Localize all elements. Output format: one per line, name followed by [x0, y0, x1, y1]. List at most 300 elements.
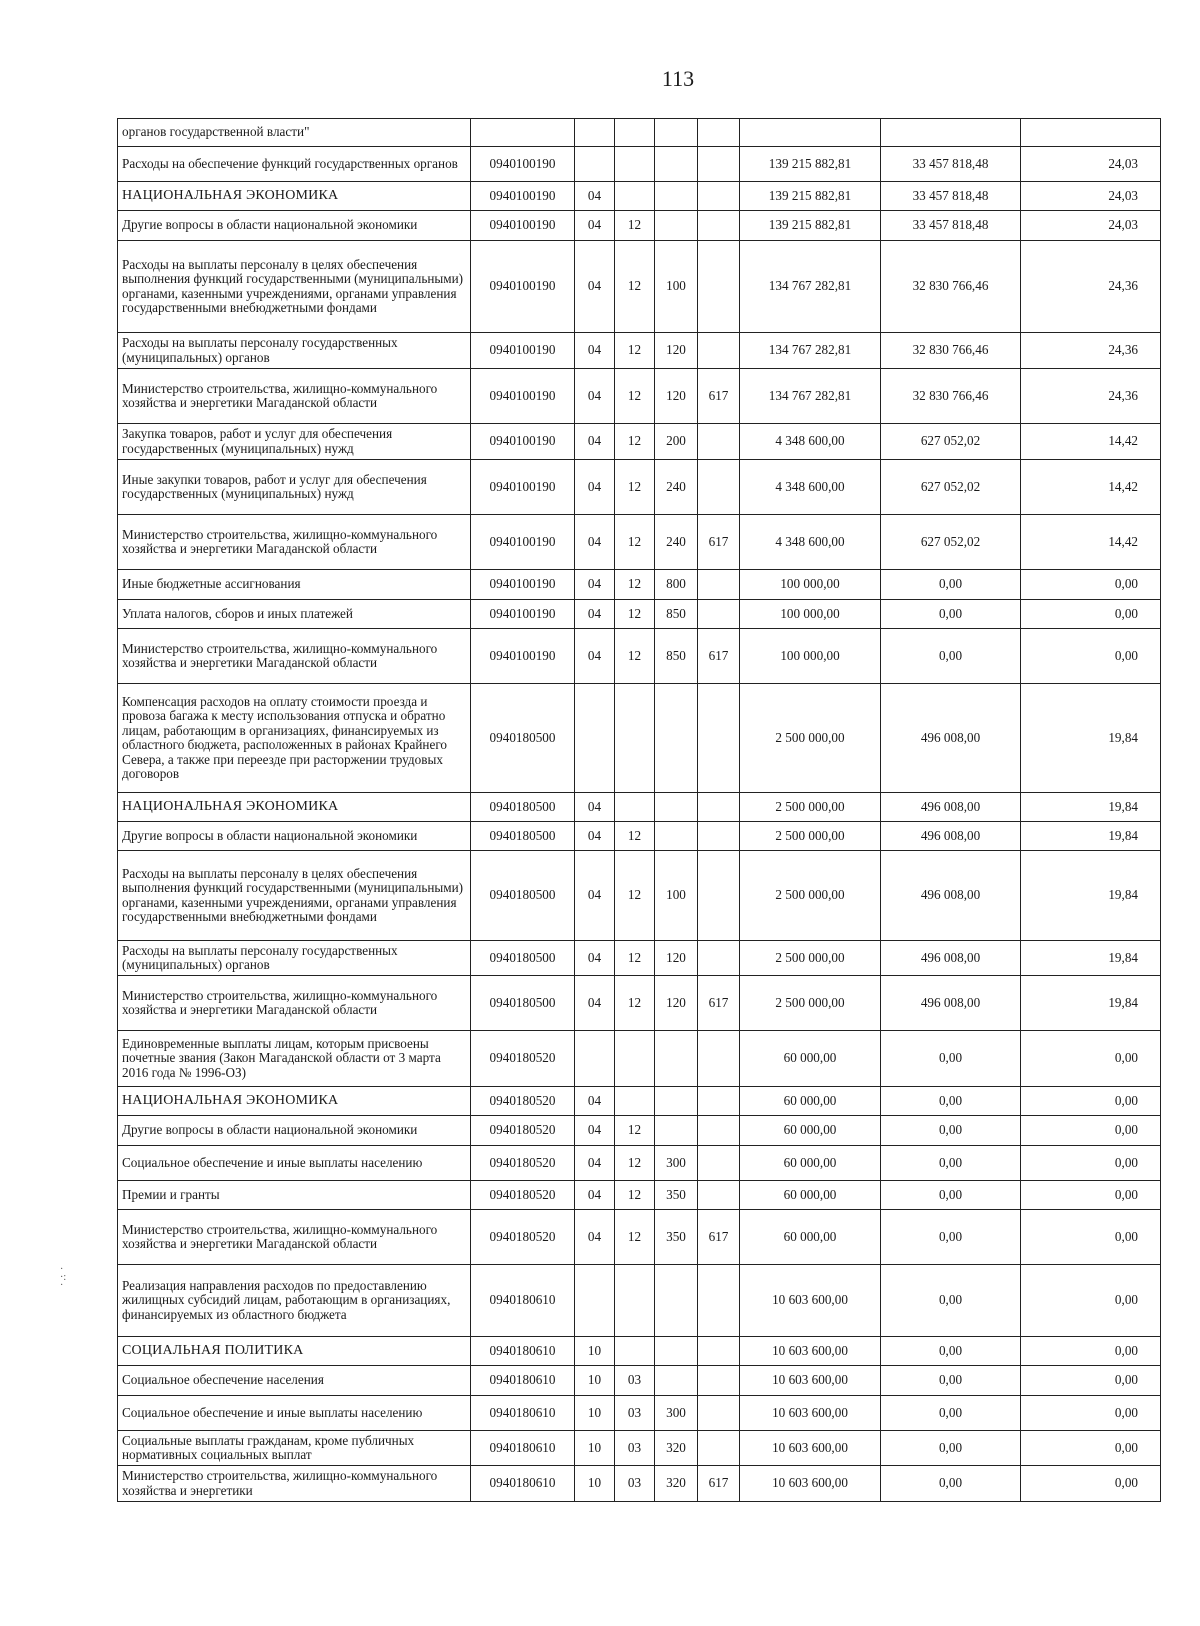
cell-subsection: 12: [615, 600, 655, 629]
cell-admin-code: [698, 241, 740, 333]
cell-executed: 32 830 766,46: [881, 369, 1021, 424]
cell-section: [575, 1265, 615, 1337]
cell-subsection: [615, 1265, 655, 1337]
cell-expense-type: 800: [655, 570, 698, 600]
cell-expense-type: [655, 119, 698, 147]
cell-subsection: 12: [615, 851, 655, 941]
cell-percent: 0,00: [1021, 1431, 1161, 1466]
cell-admin-code: [698, 941, 740, 976]
cell-admin-code: 617: [698, 629, 740, 684]
cell-executed: [881, 119, 1021, 147]
cell-planned: 2 500 000,00: [740, 822, 881, 851]
cell-subsection: 12: [615, 1146, 655, 1181]
cell-planned: 2 500 000,00: [740, 941, 881, 976]
cell-name: Социальные выплаты гражданам, кроме публичных нормативных социальных выплат: [118, 1431, 471, 1466]
table-row: [118, 600, 1161, 629]
cell-expense-type: [655, 1265, 698, 1337]
cell-subsection: 03: [615, 1396, 655, 1431]
cell-section: 04: [575, 241, 615, 333]
cell-percent: 0,00: [1021, 1116, 1161, 1146]
cell-section: 04: [575, 515, 615, 570]
cell-section: 04: [575, 976, 615, 1031]
cell-planned: 4 348 600,00: [740, 424, 881, 460]
cell-admin-code: [698, 1366, 740, 1396]
cell-executed: 0,00: [881, 1337, 1021, 1366]
cell-subsection: 12: [615, 424, 655, 460]
table-row: [118, 147, 1161, 182]
cell-subsection: 12: [615, 369, 655, 424]
cell-planned: 139 215 882,81: [740, 211, 881, 241]
cell-subsection: [615, 119, 655, 147]
cell-target-item: 0940180610: [471, 1265, 575, 1337]
cell-subsection: 03: [615, 1431, 655, 1466]
cell-subsection: 12: [615, 822, 655, 851]
cell-executed: 33 457 818,48: [881, 182, 1021, 211]
cell-planned: 10 603 600,00: [740, 1431, 881, 1466]
table-row: [118, 1396, 1161, 1431]
cell-planned: 60 000,00: [740, 1116, 881, 1146]
cell-name: Расходы на выплаты персоналу государственных (муниципальных) органов: [118, 941, 471, 976]
cell-subsection: [615, 684, 655, 793]
cell-executed: 496 008,00: [881, 822, 1021, 851]
cell-executed: 627 052,02: [881, 515, 1021, 570]
cell-name: Премии и гранты: [118, 1181, 471, 1210]
cell-executed: 0,00: [881, 629, 1021, 684]
cell-expense-type: 320: [655, 1466, 698, 1502]
cell-executed: 0,00: [881, 1265, 1021, 1337]
cell-name: Социальное обеспечение и иные выплаты населению: [118, 1396, 471, 1431]
cell-name: НАЦИОНАЛЬНАЯ ЭКОНОМИКА: [118, 1087, 471, 1116]
cell-name: Расходы на выплаты персоналу в целях обеспечения выполнения функций государственными (муниципальными) органами, казенными учреждениями, органами управления государственными внебюджетными фондами: [118, 851, 471, 941]
cell-target-item: 0940180520: [471, 1087, 575, 1116]
table-row: [118, 241, 1161, 333]
cell-expense-type: 850: [655, 629, 698, 684]
cell-executed: 0,00: [881, 1396, 1021, 1431]
cell-target-item: 0940100190: [471, 182, 575, 211]
cell-percent: 0,00: [1021, 1337, 1161, 1366]
cell-percent: 0,00: [1021, 1031, 1161, 1087]
cell-planned: 60 000,00: [740, 1087, 881, 1116]
cell-admin-code: [698, 600, 740, 629]
cell-target-item: 0940100190: [471, 241, 575, 333]
cell-executed: 496 008,00: [881, 851, 1021, 941]
cell-admin-code: [698, 793, 740, 822]
table-body: [118, 119, 1161, 1502]
cell-expense-type: 350: [655, 1181, 698, 1210]
cell-admin-code: [698, 1181, 740, 1210]
table-row: [118, 1265, 1161, 1337]
cell-executed: 0,00: [881, 1031, 1021, 1087]
cell-name: Другие вопросы в области национальной экономики: [118, 1116, 471, 1146]
cell-admin-code: [698, 1396, 740, 1431]
cell-planned: 2 500 000,00: [740, 684, 881, 793]
cell-name: НАЦИОНАЛЬНАЯ ЭКОНОМИКА: [118, 793, 471, 822]
cell-name: Министерство строительства, жилищно-коммунального хозяйства и энергетики Магаданской области: [118, 369, 471, 424]
cell-planned: 10 603 600,00: [740, 1396, 881, 1431]
cell-planned: 100 000,00: [740, 600, 881, 629]
cell-name: Министерство строительства, жилищно-коммунального хозяйства и энергетики Магаданской области: [118, 1210, 471, 1265]
cell-admin-code: [698, 147, 740, 182]
cell-target-item: 0940100190: [471, 369, 575, 424]
cell-section: 04: [575, 369, 615, 424]
budget-execution-table: [117, 118, 1161, 1502]
cell-percent: 0,00: [1021, 1210, 1161, 1265]
cell-admin-code: [698, 1146, 740, 1181]
table-row: [118, 1146, 1161, 1181]
cell-subsection: 12: [615, 333, 655, 369]
cell-expense-type: 350: [655, 1210, 698, 1265]
cell-planned: 4 348 600,00: [740, 515, 881, 570]
cell-percent: 0,00: [1021, 1466, 1161, 1502]
cell-target-item: 0940100190: [471, 629, 575, 684]
cell-planned: 139 215 882,81: [740, 182, 881, 211]
cell-target-item: 0940100190: [471, 147, 575, 182]
cell-section: 04: [575, 793, 615, 822]
cell-section: 04: [575, 460, 615, 515]
cell-expense-type: [655, 1116, 698, 1146]
cell-section: 04: [575, 1116, 615, 1146]
cell-expense-type: [655, 822, 698, 851]
cell-admin-code: [698, 1431, 740, 1466]
cell-target-item: 0940100190: [471, 600, 575, 629]
cell-expense-type: [655, 182, 698, 211]
cell-name: органов государственной власти": [118, 119, 471, 147]
cell-percent: 24,36: [1021, 241, 1161, 333]
cell-percent: 19,84: [1021, 822, 1161, 851]
cell-percent: 19,84: [1021, 793, 1161, 822]
cell-expense-type: 240: [655, 515, 698, 570]
cell-target-item: 0940180520: [471, 1146, 575, 1181]
table-row: [118, 570, 1161, 600]
table-row: [118, 460, 1161, 515]
table-row: [118, 822, 1161, 851]
cell-executed: 0,00: [881, 1181, 1021, 1210]
cell-percent: 0,00: [1021, 629, 1161, 684]
cell-target-item: 0940180520: [471, 1116, 575, 1146]
table-row: [118, 211, 1161, 241]
cell-section: 04: [575, 182, 615, 211]
cell-expense-type: [655, 211, 698, 241]
cell-planned: 60 000,00: [740, 1210, 881, 1265]
cell-planned: 134 767 282,81: [740, 333, 881, 369]
cell-planned: 134 767 282,81: [740, 241, 881, 333]
cell-planned: 2 500 000,00: [740, 851, 881, 941]
cell-expense-type: [655, 1087, 698, 1116]
cell-section: 10: [575, 1366, 615, 1396]
cell-planned: 2 500 000,00: [740, 976, 881, 1031]
table-row: [118, 1431, 1161, 1466]
cell-target-item: 0940180610: [471, 1337, 575, 1366]
cell-planned: 100 000,00: [740, 629, 881, 684]
cell-percent: 0,00: [1021, 1265, 1161, 1337]
table-row: [118, 1210, 1161, 1265]
cell-planned: 60 000,00: [740, 1146, 881, 1181]
cell-admin-code: [698, 822, 740, 851]
table-row: [118, 369, 1161, 424]
table-row: [118, 629, 1161, 684]
cell-percent: 0,00: [1021, 600, 1161, 629]
cell-subsection: 12: [615, 515, 655, 570]
cell-admin-code: [698, 1116, 740, 1146]
cell-expense-type: 300: [655, 1146, 698, 1181]
cell-expense-type: [655, 1337, 698, 1366]
cell-section: [575, 119, 615, 147]
cell-subsection: 12: [615, 1181, 655, 1210]
cell-target-item: 0940180500: [471, 976, 575, 1031]
cell-executed: 33 457 818,48: [881, 211, 1021, 241]
table-row: [118, 1466, 1161, 1502]
cell-name: Реализация направления расходов по предоставлению жилищных субсидий лицам, работающим в организациях, финансируемых из областного бюджета: [118, 1265, 471, 1337]
cell-planned: 134 767 282,81: [740, 369, 881, 424]
cell-name: Расходы на выплаты персоналу в целях обеспечения выполнения функций государственными (муниципальными) органами, казенными учреждениями, органами управления государственными внебюджетными фондами: [118, 241, 471, 333]
cell-target-item: 0940100190: [471, 211, 575, 241]
cell-name: Другие вопросы в области национальной экономики: [118, 211, 471, 241]
cell-subsection: 03: [615, 1366, 655, 1396]
cell-percent: 14,42: [1021, 424, 1161, 460]
cell-expense-type: [655, 1031, 698, 1087]
cell-name: НАЦИОНАЛЬНАЯ ЭКОНОМИКА: [118, 182, 471, 211]
cell-admin-code: [698, 460, 740, 515]
cell-admin-code: [698, 1087, 740, 1116]
cell-executed: 0,00: [881, 1146, 1021, 1181]
cell-target-item: 0940180500: [471, 851, 575, 941]
cell-executed: 496 008,00: [881, 684, 1021, 793]
cell-name: Социальное обеспечение и иные выплаты населению: [118, 1146, 471, 1181]
scan-artifact: · ·: ·: [60, 1264, 67, 1291]
cell-planned: 100 000,00: [740, 570, 881, 600]
cell-target-item: 0940180610: [471, 1466, 575, 1502]
cell-target-item: 0940100190: [471, 570, 575, 600]
table-row: [118, 515, 1161, 570]
cell-section: 04: [575, 851, 615, 941]
cell-section: [575, 1031, 615, 1087]
cell-admin-code: [698, 182, 740, 211]
cell-subsection: 12: [615, 570, 655, 600]
cell-name: Уплата налогов, сборов и иных платежей: [118, 600, 471, 629]
table-row: [118, 1366, 1161, 1396]
cell-executed: 627 052,02: [881, 424, 1021, 460]
table-row: [118, 1087, 1161, 1116]
cell-admin-code: [698, 684, 740, 793]
cell-percent: 0,00: [1021, 1366, 1161, 1396]
cell-planned: 10 603 600,00: [740, 1366, 881, 1396]
cell-executed: 0,00: [881, 1087, 1021, 1116]
cell-executed: 496 008,00: [881, 976, 1021, 1031]
cell-planned: 10 603 600,00: [740, 1265, 881, 1337]
cell-subsection: 12: [615, 1116, 655, 1146]
cell-section: 10: [575, 1396, 615, 1431]
cell-expense-type: [655, 147, 698, 182]
cell-section: 04: [575, 822, 615, 851]
cell-name: Министерство строительства, жилищно-коммунального хозяйства и энергетики Магаданской области: [118, 629, 471, 684]
cell-subsection: 12: [615, 976, 655, 1031]
cell-subsection: 12: [615, 941, 655, 976]
cell-target-item: 0940180610: [471, 1396, 575, 1431]
cell-planned: 4 348 600,00: [740, 460, 881, 515]
cell-admin-code: [698, 1337, 740, 1366]
cell-name: Компенсация расходов на оплату стоимости проезда и провоза багажа к месту использования отпуска и обратно лицам, работающим в организациях, финансируемых из областного бюджета, расположенных в районах Крайнего Севера, а также при переезде при расторжении трудовых договоров: [118, 684, 471, 793]
cell-subsection: 12: [615, 460, 655, 515]
cell-target-item: 0940180610: [471, 1431, 575, 1466]
cell-name: Закупка товаров, работ и услуг для обеспечения государственных (муниципальных) нужд: [118, 424, 471, 460]
cell-planned: 139 215 882,81: [740, 147, 881, 182]
cell-admin-code: [698, 1265, 740, 1337]
table-row: [118, 424, 1161, 460]
cell-section: 10: [575, 1466, 615, 1502]
cell-percent: 0,00: [1021, 1181, 1161, 1210]
cell-executed: 0,00: [881, 1431, 1021, 1466]
table-row: [118, 851, 1161, 941]
cell-executed: 32 830 766,46: [881, 333, 1021, 369]
cell-subsection: 12: [615, 241, 655, 333]
cell-target-item: [471, 119, 575, 147]
cell-expense-type: 300: [655, 1396, 698, 1431]
cell-admin-code: [698, 333, 740, 369]
cell-executed: 32 830 766,46: [881, 241, 1021, 333]
cell-name: Министерство строительства, жилищно-коммунального хозяйства и энергетики: [118, 1466, 471, 1502]
cell-expense-type: 200: [655, 424, 698, 460]
table-row: [118, 976, 1161, 1031]
cell-expense-type: 120: [655, 941, 698, 976]
cell-name: Единовременные выплаты лицам, которым присвоены почетные звания (Закон Магаданской области от 3 марта 2016 года № 1996-ОЗ): [118, 1031, 471, 1087]
table-row: [118, 1116, 1161, 1146]
cell-percent: 24,03: [1021, 147, 1161, 182]
cell-section: 04: [575, 600, 615, 629]
cell-admin-code: 617: [698, 976, 740, 1031]
cell-executed: 496 008,00: [881, 793, 1021, 822]
cell-planned: [740, 119, 881, 147]
cell-section: 04: [575, 941, 615, 976]
cell-name: Министерство строительства, жилищно-коммунального хозяйства и энергетики Магаданской области: [118, 976, 471, 1031]
cell-subsection: 03: [615, 1466, 655, 1502]
cell-percent: [1021, 119, 1161, 147]
cell-percent: 19,84: [1021, 976, 1161, 1031]
table-row: [118, 119, 1161, 147]
cell-section: 04: [575, 1087, 615, 1116]
cell-admin-code: [698, 119, 740, 147]
cell-executed: 0,00: [881, 1116, 1021, 1146]
cell-percent: 24,03: [1021, 211, 1161, 241]
cell-name: Иные бюджетные ассигнования: [118, 570, 471, 600]
cell-name: Расходы на обеспечение функций государственных органов: [118, 147, 471, 182]
cell-name: Расходы на выплаты персоналу государственных (муниципальных) органов: [118, 333, 471, 369]
cell-target-item: 0940180500: [471, 684, 575, 793]
cell-percent: 24,03: [1021, 182, 1161, 211]
cell-admin-code: [698, 851, 740, 941]
table-row: [118, 1031, 1161, 1087]
cell-percent: 0,00: [1021, 1396, 1161, 1431]
cell-expense-type: 100: [655, 851, 698, 941]
cell-subsection: 12: [615, 1210, 655, 1265]
cell-section: 10: [575, 1337, 615, 1366]
cell-executed: 496 008,00: [881, 941, 1021, 976]
page-number: 113: [661, 66, 695, 91]
cell-name: Другие вопросы в области национальной экономики: [118, 822, 471, 851]
cell-subsection: 12: [615, 629, 655, 684]
cell-admin-code: [698, 424, 740, 460]
cell-subsection: [615, 182, 655, 211]
cell-executed: 0,00: [881, 1210, 1021, 1265]
cell-subsection: [615, 793, 655, 822]
cell-planned: 10 603 600,00: [740, 1466, 881, 1502]
cell-percent: 24,36: [1021, 369, 1161, 424]
cell-target-item: 0940100190: [471, 460, 575, 515]
cell-executed: 0,00: [881, 1466, 1021, 1502]
cell-executed: 0,00: [881, 1366, 1021, 1396]
cell-expense-type: [655, 684, 698, 793]
cell-percent: 0,00: [1021, 1087, 1161, 1116]
cell-target-item: 0940180500: [471, 822, 575, 851]
cell-target-item: 0940180500: [471, 941, 575, 976]
cell-section: [575, 147, 615, 182]
table-row: [118, 1181, 1161, 1210]
cell-name: СОЦИАЛЬНАЯ ПОЛИТИКА: [118, 1337, 471, 1366]
cell-percent: 19,84: [1021, 941, 1161, 976]
cell-expense-type: 100: [655, 241, 698, 333]
cell-target-item: 0940180520: [471, 1031, 575, 1087]
cell-executed: 0,00: [881, 600, 1021, 629]
cell-target-item: 0940180520: [471, 1181, 575, 1210]
cell-target-item: 0940180500: [471, 793, 575, 822]
cell-expense-type: [655, 1366, 698, 1396]
cell-target-item: 0940100190: [471, 333, 575, 369]
cell-expense-type: 120: [655, 333, 698, 369]
cell-expense-type: 320: [655, 1431, 698, 1466]
cell-percent: 14,42: [1021, 460, 1161, 515]
table-row: [118, 333, 1161, 369]
cell-admin-code: 617: [698, 515, 740, 570]
cell-admin-code: 617: [698, 1210, 740, 1265]
cell-section: 04: [575, 570, 615, 600]
cell-section: 10: [575, 1431, 615, 1466]
cell-expense-type: 850: [655, 600, 698, 629]
cell-subsection: 12: [615, 211, 655, 241]
cell-executed: 627 052,02: [881, 460, 1021, 515]
cell-percent: 24,36: [1021, 333, 1161, 369]
cell-expense-type: 120: [655, 976, 698, 1031]
cell-section: [575, 684, 615, 793]
cell-subsection: [615, 147, 655, 182]
cell-expense-type: [655, 793, 698, 822]
cell-executed: 0,00: [881, 570, 1021, 600]
cell-percent: 0,00: [1021, 1146, 1161, 1181]
cell-admin-code: [698, 211, 740, 241]
cell-name: Социальное обеспечение населения: [118, 1366, 471, 1396]
table-row: [118, 941, 1161, 976]
cell-section: 04: [575, 211, 615, 241]
cell-name: Министерство строительства, жилищно-коммунального хозяйства и энергетики Магаданской области: [118, 515, 471, 570]
cell-planned: 60 000,00: [740, 1181, 881, 1210]
cell-section: 04: [575, 1146, 615, 1181]
cell-admin-code: [698, 570, 740, 600]
table-row: [118, 684, 1161, 793]
cell-planned: 60 000,00: [740, 1031, 881, 1087]
cell-admin-code: 617: [698, 1466, 740, 1502]
cell-name: Иные закупки товаров, работ и услуг для обеспечения государственных (муниципальных) нужд: [118, 460, 471, 515]
cell-target-item: 0940100190: [471, 424, 575, 460]
cell-subsection: [615, 1337, 655, 1366]
table-row: [118, 182, 1161, 211]
cell-percent: 19,84: [1021, 684, 1161, 793]
cell-section: 04: [575, 1210, 615, 1265]
cell-expense-type: 120: [655, 369, 698, 424]
cell-section: 04: [575, 333, 615, 369]
cell-target-item: 0940180610: [471, 1366, 575, 1396]
cell-percent: 0,00: [1021, 570, 1161, 600]
cell-expense-type: 240: [655, 460, 698, 515]
cell-planned: 2 500 000,00: [740, 793, 881, 822]
cell-executed: 33 457 818,48: [881, 147, 1021, 182]
